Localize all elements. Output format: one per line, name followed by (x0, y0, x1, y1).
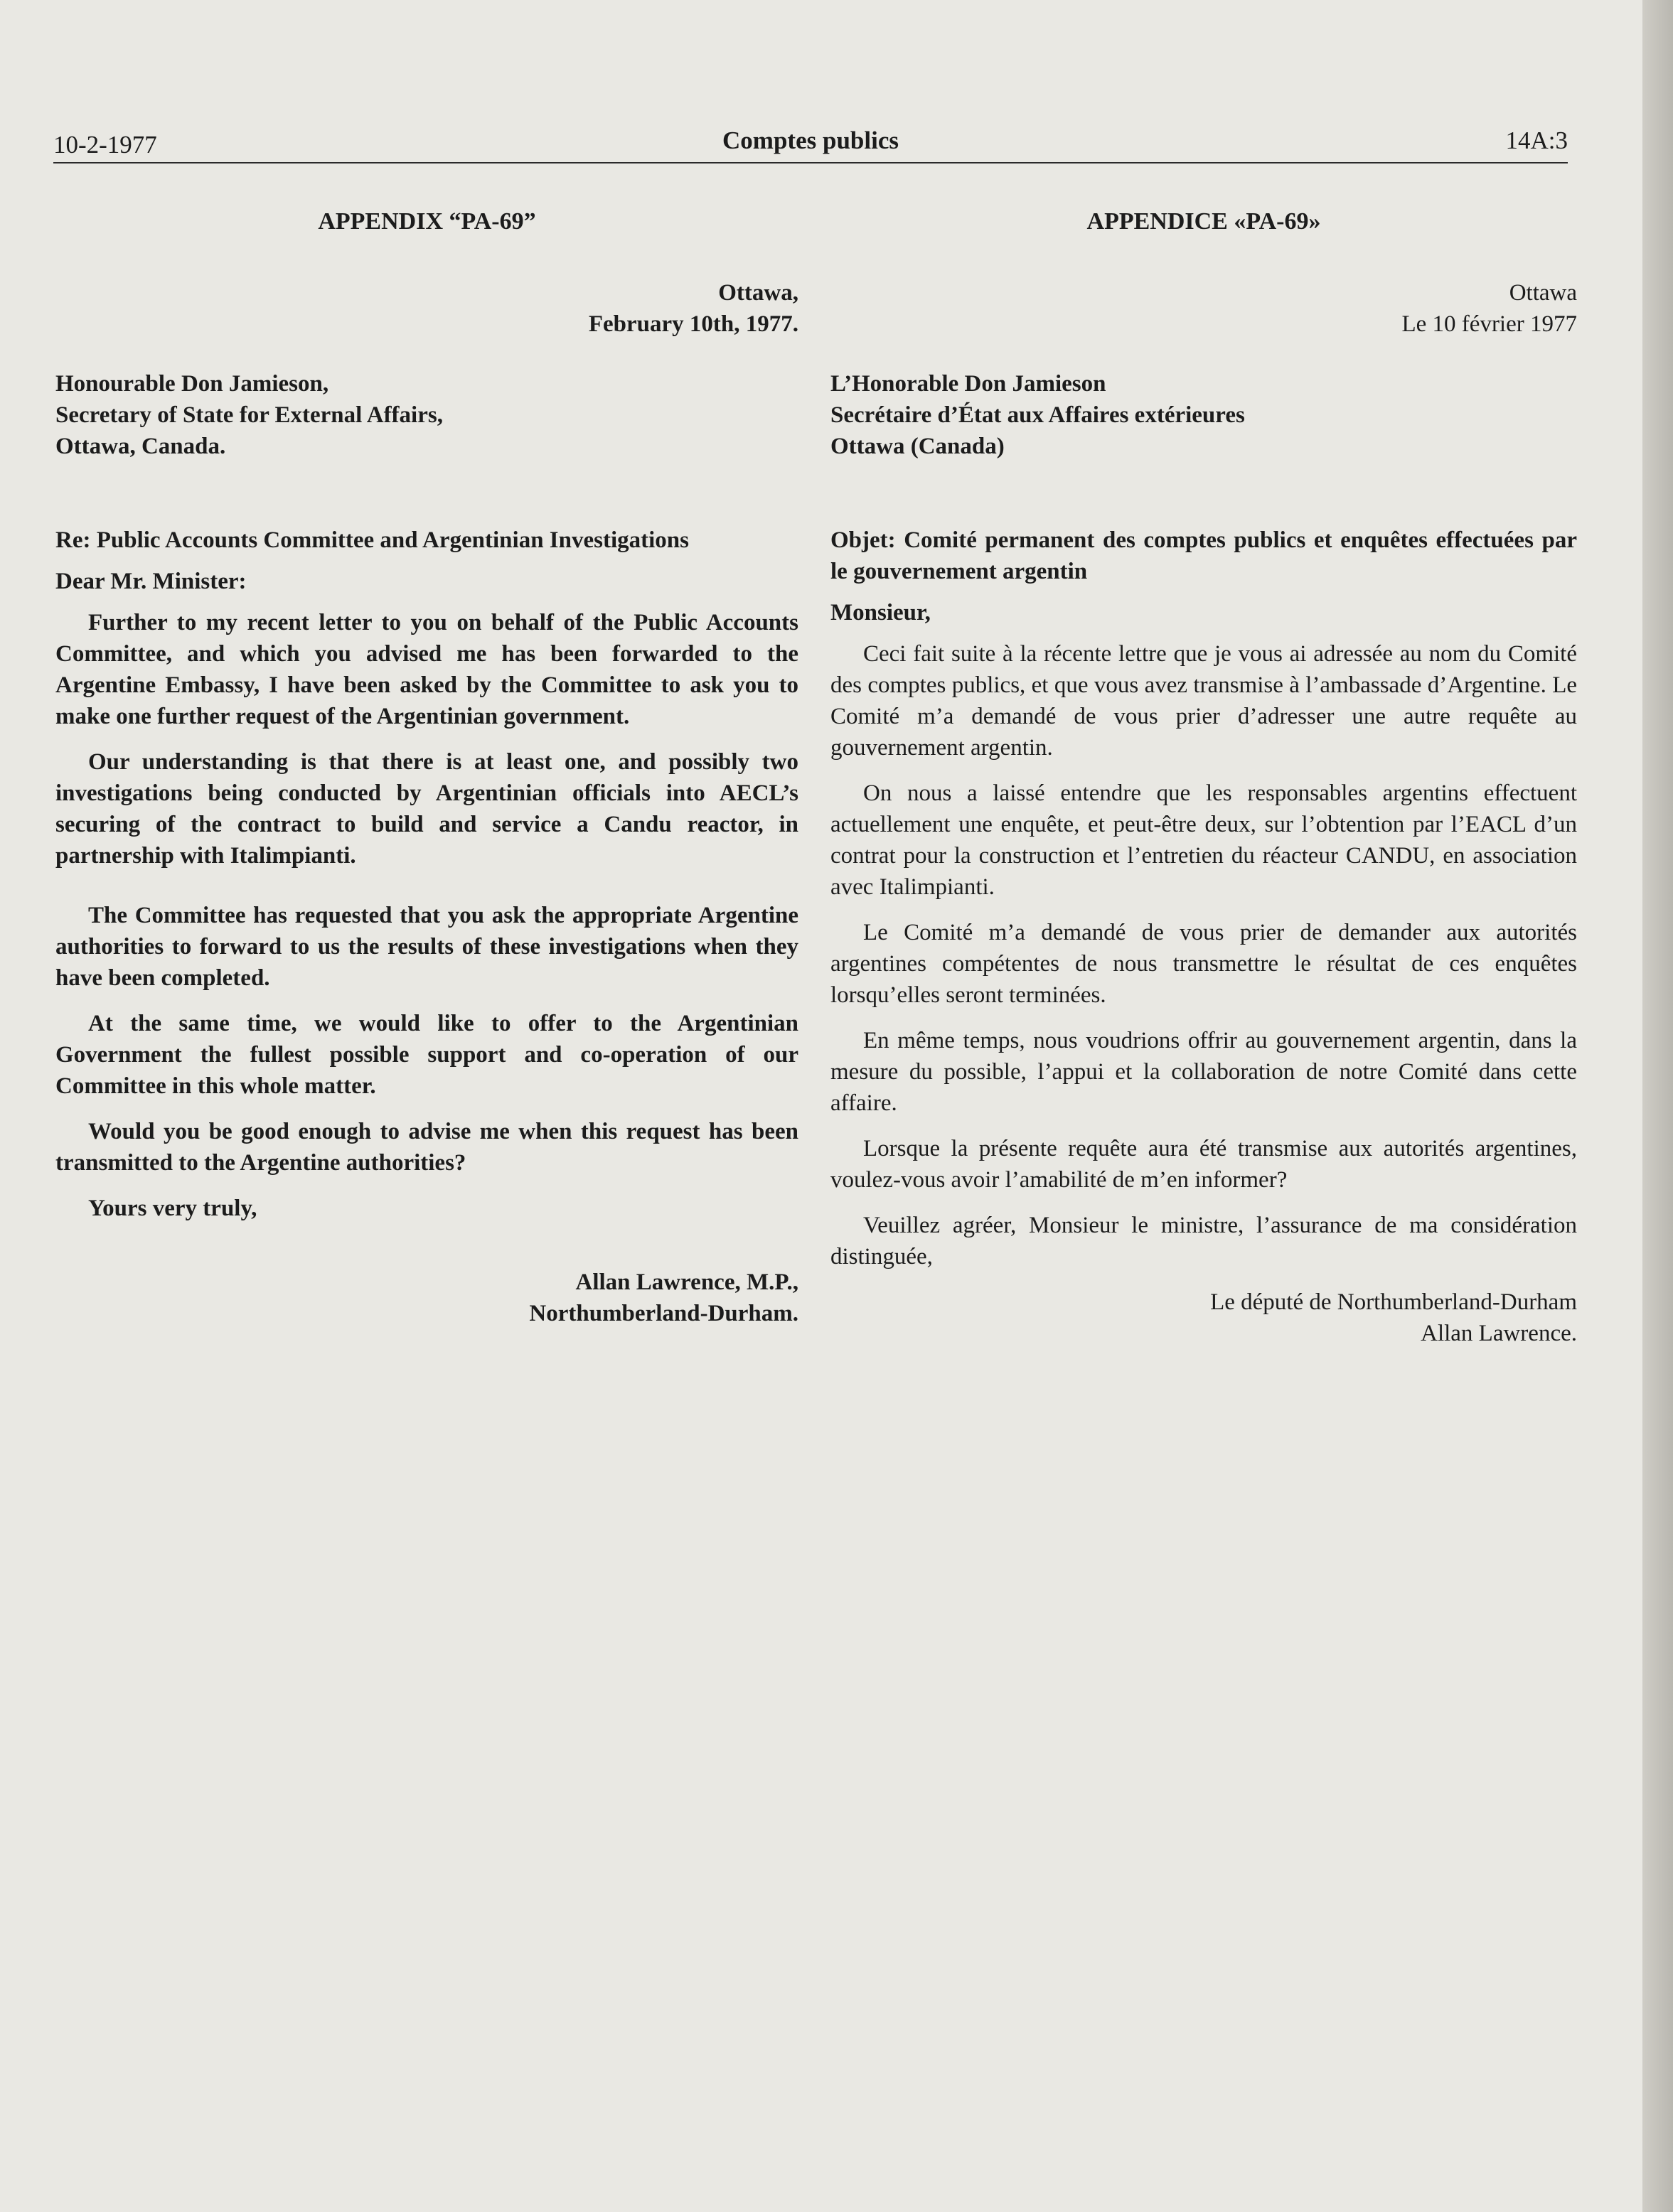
address-line: Ottawa, Canada. (55, 434, 226, 459)
french-salutation: Monsieur, (830, 600, 931, 626)
header-date: 10-2-1977 (53, 131, 157, 159)
french-paragraph: Lorsque la présente requête aura été transmise aux autorités argentines, voulez-vous avoir l’amabilité de m’en informer? (830, 1136, 1577, 1193)
page-spine-edge (1642, 0, 1673, 2212)
running-header (53, 127, 1568, 163)
english-paragraph: The Committee has requested that you ask the appropriate Argentine authorities to forward to us the results of these investigations when they have been completed. (55, 903, 798, 991)
french-date: Le 10 février 1977 (1401, 311, 1577, 337)
french-heading: APPENDICE «PA-69» (1086, 208, 1321, 235)
address-line: Secrétaire d’État aux Affaires extérieures (830, 402, 1245, 428)
english-date: February 10th, 1977. (588, 311, 798, 337)
french-column (830, 206, 1577, 1349)
header-title: Comptes publics (722, 127, 899, 154)
french-paragraph: Ceci fait suite à la récente lettre que je vous ai adressée au nom du Comité des comptes publics, et que vous avez transmise à l’ambassade d’Argentine. Le Comité m’a demandé de vous prier d’adresser une autre requête au gouvernement argentin. (830, 641, 1577, 761)
english-subject: Re: Public Accounts Committee and Argentinian Investigations (55, 527, 689, 553)
french-address (830, 368, 1577, 462)
signature-line: Northumberland-Durham. (529, 1301, 798, 1326)
header-page-number: 14A:3 (1505, 127, 1568, 154)
english-signature (55, 1267, 798, 1329)
french-dateline (830, 277, 1577, 340)
address-line: Ottawa (Canada) (830, 434, 1005, 459)
address-line: L’Honorable Don Jamieson (830, 371, 1106, 397)
english-place: Ottawa, (718, 280, 798, 306)
signature-line: Le député de Northumberland-Durham (1210, 1289, 1577, 1315)
english-paragraph: At the same time, we would like to offer to the Argentinian Government the fullest possible support and co-operation of our Committee in this whole matter. (55, 1011, 798, 1099)
signature-line: Allan Lawrence. (1421, 1321, 1577, 1346)
english-salutation: Dear Mr. Minister: (55, 569, 247, 594)
french-paragraph: On nous a laissé entendre que les responsables argentins effectuent actuellement une enquête, et peut-être deux, sur l’obtention par l’EACL d’un contrat pour la construction et l’entretien du réacteur CANDU, en association avec Italimpianti. (830, 780, 1577, 900)
english-dateline (55, 277, 798, 340)
english-paragraph: Further to my recent letter to you on behalf of the Public Accounts Committee, and which you advised me has been forwarded to the Argentine Embassy, I have been asked by the Committee to ask you to make one further request of the Argentinian government. (55, 610, 798, 729)
address-line: Honourable Don Jamieson, (55, 371, 329, 397)
french-paragraph: Veuillez agréer, Monsieur le ministre, l’assurance de ma considération distinguée, (830, 1213, 1577, 1269)
english-address (55, 368, 798, 462)
french-subject: Objet: Comité permanent des comptes publics et enquêtes effectuées par le gouvernement argentin (830, 527, 1577, 584)
english-paragraph: Would you be good enough to advise me when this request has been transmitted to the Argentine authorities? (55, 1119, 798, 1176)
english-closing: Yours very truly, (88, 1196, 257, 1221)
french-place: Ottawa (1509, 280, 1577, 306)
address-line: Secretary of State for External Affairs, (55, 402, 443, 428)
signature-line: Allan Lawrence, M.P., (575, 1269, 798, 1295)
english-column (55, 206, 798, 1329)
english-heading: APPENDIX “PA-69” (318, 208, 536, 235)
french-paragraph: En même temps, nous voudrions offrir au gouvernement argentin, dans la mesure du possible, l’appui et la collaboration de notre Comité dans cette affaire. (830, 1028, 1577, 1116)
english-paragraph: Our understanding is that there is at least one, and possibly two investigations being conducted by Argentinian officials into AECL’s securing of the contract to build and service a Candu reactor, in partnership with Italimpianti. (55, 749, 798, 869)
french-signature (830, 1287, 1577, 1349)
french-paragraph: Le Comité m’a demandé de vous prier de demander aux autorités argentines compétentes de nous transmettre le résultat de ces enquêtes lorsqu’elles seront terminées. (830, 920, 1577, 1008)
